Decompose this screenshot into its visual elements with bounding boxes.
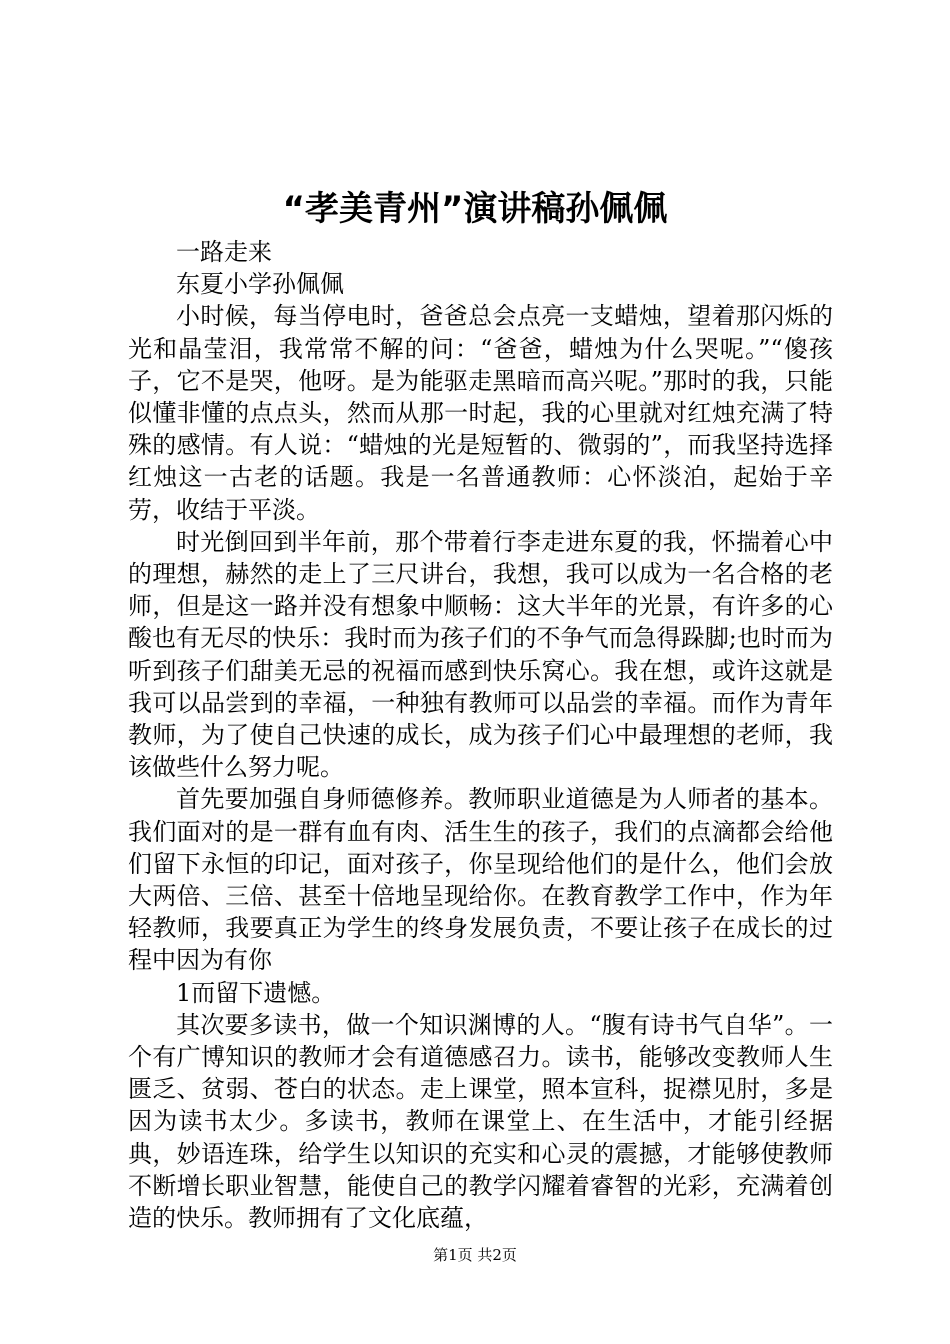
subtitle-line: 一路走来: [176, 238, 272, 266]
document-body: [128, 236, 833, 1234]
body-paragraph: 其次要多读书，做一个知识渊博的人。“腹有诗书气自华”。一个有广博知识的教师才会有道德感召力。读书，能够改变教师人生匮乏、贫弱、苍白的状态。走上课堂，照本宣科，捉襟见肘，多是因为读书太少。多读书，教师在课堂上、在生活中，才能引经据典，妙语连珠，给学生以知识的充实和心灵的震撼，才能够使教师不断增长职业智慧，能使自己的教学闪耀着睿智的光彩，充满着创造的快乐。教师拥有了文化底蕴，: [128, 1010, 833, 1233]
body-paragraph: 小时候，每当停电时，爸爸总会点亮一支蜡烛，望着那闪烁的光和晶莹泪，我常常不解的问：“爸爸，蜡烛为什么哭呢。”“傻孩子，它不是哭，他呀。是为能驱走黑暗而高兴呢。”那时的我，只能似懂非懂的点点头，然而从那一时起，我的心里就对红烛充满了特殊的感情。有人说：“蜡烛的光是短暂的、微弱的”，而我坚持选择红烛这一古老的话题。我是一名普通教师：心怀淡泊，起始于辛劳，收结于平淡。: [128, 302, 833, 524]
page-footer: 第1页 共2页: [433, 1246, 517, 1264]
body-paragraph: 首先要加强自身师德修养。教师职业道德是为人师者的基本。我们面对的是一群有血有肉、活生生的孩子，我们的点滴都会给他们留下永恒的印记，面对孩子，你呈现给他们的是什么，他们会放大两倍、三倍、甚至十倍地呈现给你。在教育教学工作中，作为年轻教师，我要真正为学生的终身发展负责，不要让孩子在成长的过程中因为有你: [128, 785, 833, 975]
body-paragraph: 时光倒回到半年前，那个带着行李走进东夏的我，怀揣着心中的理想，赫然的走上了三尺讲台，我想，我可以成为一名合格的老师，但是这一路并没有想象中顺畅：这大半年的光景，有许多的心酸也有无尽的快乐：我时而为孩子们的不争气而急得跺脚;也时而为听到孩子们甜美无忌的祝福而感到快乐窝心。我在想，或许这就是我可以品尝到的幸福，一种独有教师可以品尝的幸福。而作为青年教师，为了使自己快速的成长，成为孩子们心中最理想的老师，我该做些什么努力呢。: [128, 527, 833, 782]
document-title: “孝美青州”演讲稿孙佩佩: [282, 189, 668, 229]
author-line: 东夏小学孙佩佩: [176, 270, 344, 299]
body-paragraph: 1而留下遗憾。: [176, 978, 336, 1007]
